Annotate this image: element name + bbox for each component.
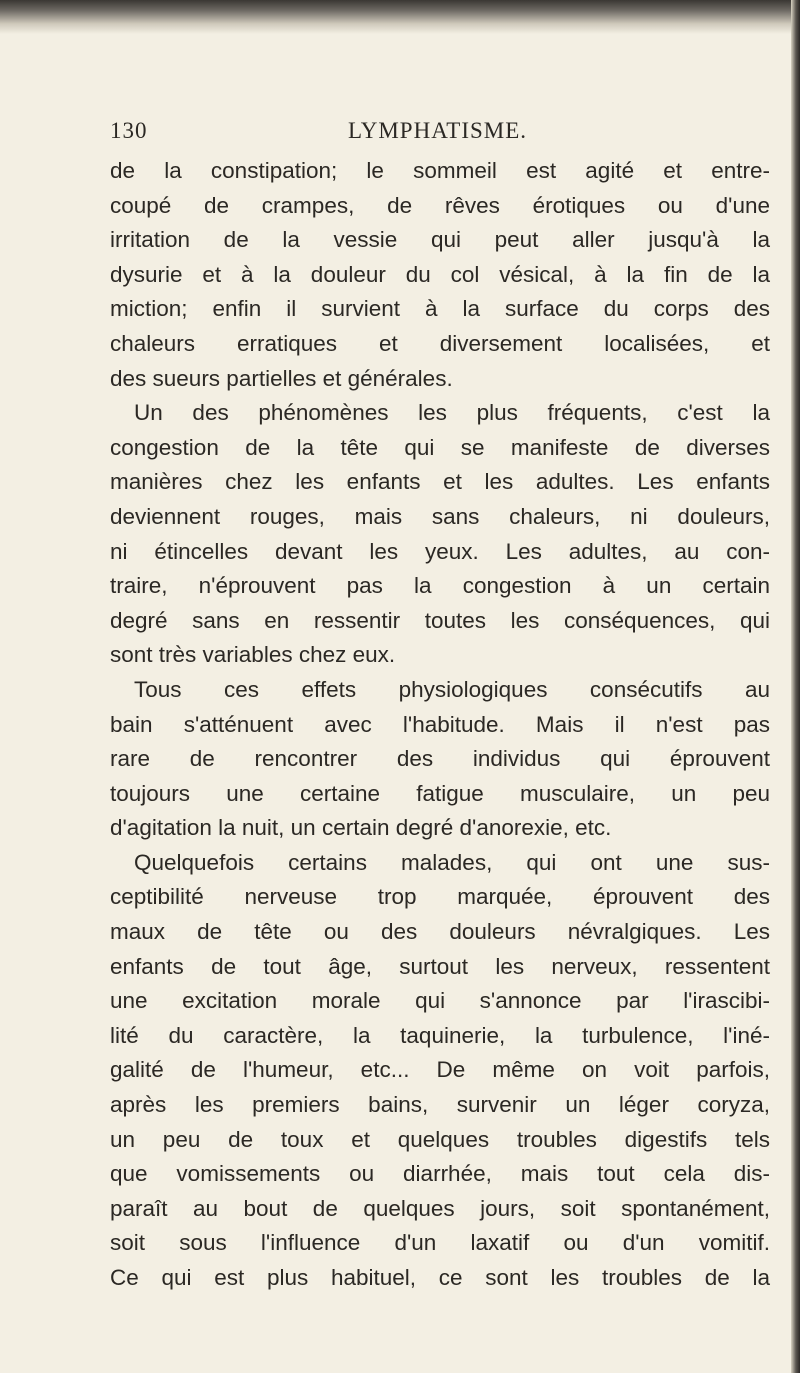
text-line: traire, n'éprouvent pas la congestion à un certain xyxy=(110,573,770,599)
text-line: irritation de la vessie qui peut aller jusqu'à la xyxy=(110,227,770,253)
text-line: un peu de toux et quelques troubles digestifs tels xyxy=(110,1126,770,1152)
text-line: coupé de crampes, de rêves érotiques ou d'une xyxy=(110,192,770,218)
text-line: soit sous l'influence d'un laxatif ou d'un vomitif. xyxy=(110,1230,770,1256)
page-top-shadow xyxy=(0,0,800,34)
text-line: Tous ces effets physiologiques consécutifs au xyxy=(134,676,770,702)
text-line: maux de tête ou des douleurs névralgiques. Les xyxy=(110,919,770,945)
text-line: Quelquefois certains malades, qui ont une sus- xyxy=(134,849,770,875)
text-line: une excitation morale qui s'annonce par l'irascibi- xyxy=(110,988,770,1014)
text-line: Ce qui est plus habituel, ce sont les troubles de la xyxy=(110,1265,770,1290)
text-line: miction; enfin il survient à la surface du corps des xyxy=(110,296,770,322)
text-line: Un des phénomènes les plus fréquents, c'est la xyxy=(134,400,770,426)
text-line: rare de rencontrer des individus qui éprouvent xyxy=(110,746,770,772)
text-line: ni étincelles devant les yeux. Les adultes, au con- xyxy=(110,538,770,564)
running-head: LYMPHATISME. xyxy=(348,118,528,143)
text-line: toujours une certaine fatigue musculaire, un peu xyxy=(110,780,770,806)
text-line: degré sans en ressentir toutes les conséquences, qui xyxy=(110,607,770,633)
text-line: galité de l'humeur, etc... De même on voit parfois, xyxy=(110,1057,770,1083)
page-number: 130 xyxy=(110,118,148,143)
text-line: sont très variables chez eux. xyxy=(110,642,396,668)
text-line: des sueurs partielles et générales. xyxy=(110,365,453,391)
text-line: deviennent rouges, mais sans chaleurs, ni douleurs, xyxy=(110,503,770,529)
text-line: ceptibilité nerveuse trop marquée, éprouvent des xyxy=(110,884,770,910)
text-line: que vomissements ou diarrhée, mais tout cela dis- xyxy=(110,1161,770,1187)
text-line: dysurie et à la douleur du col vésical, à la fin de la xyxy=(110,261,770,287)
text-line: paraît au bout de quelques jours, soit spontanément, xyxy=(110,1195,770,1221)
text-line: de la constipation; le sommeil est agité et entre- xyxy=(110,158,770,183)
text-line: manières chez les enfants et les adultes. Les enfants xyxy=(110,469,770,495)
text-line: bain s'atténuent avec l'habitude. Mais il n'est pas xyxy=(110,711,770,737)
page-header xyxy=(110,118,760,150)
text-line: chaleurs erratiques et diversement localisées, et xyxy=(110,330,770,356)
text-line: lité du caractère, la taquinerie, la turbulence, l'iné- xyxy=(110,1022,770,1048)
text-line: d'agitation la nuit, un certain degré d'anorexie, etc. xyxy=(110,815,612,841)
text-line: après les premiers bains, survenir un léger coryza, xyxy=(110,1092,770,1118)
text-line: congestion de la tête qui se manifeste de diverses xyxy=(110,434,770,460)
page-edge-shadow xyxy=(791,0,800,1373)
text-line: enfants de tout âge, surtout les nerveux, ressentent xyxy=(110,953,770,979)
body-text xyxy=(110,154,770,1296)
